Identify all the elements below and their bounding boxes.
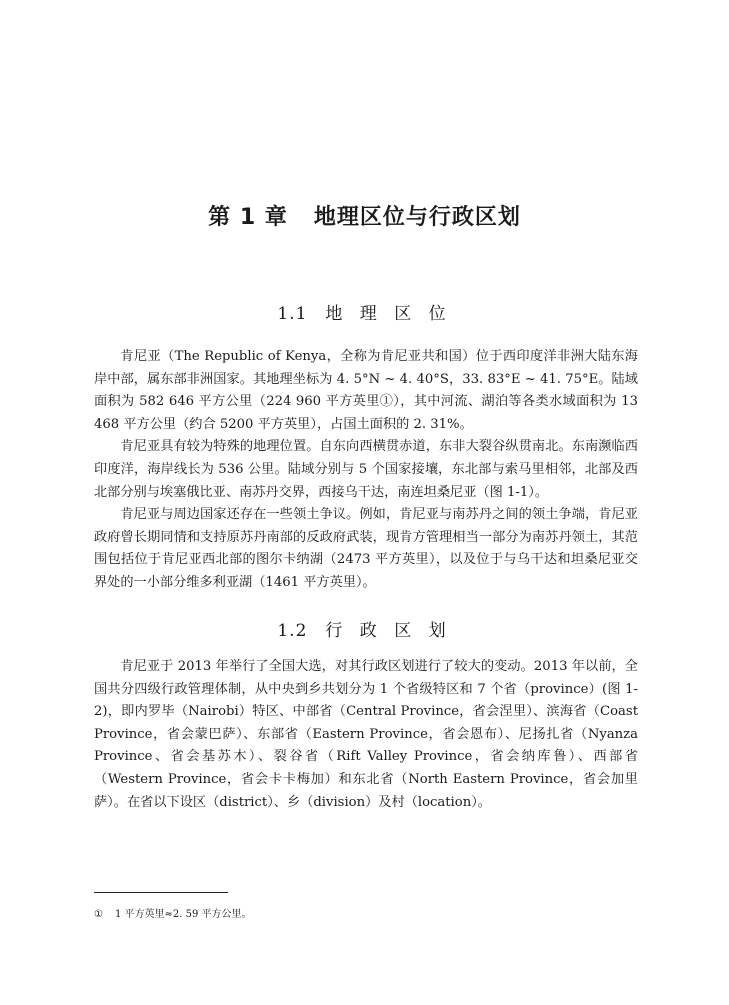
paragraph: 肯尼亚具有较为特殊的地理位置。自东向西横贯赤道，东非大裂谷纵贯南北。东南濒临西印度洋，海岸线长为 536 公里。陆域分别与 5 个国家接壤，东北部与索马里相邻，北部及西北部分别与埃塞俄比亚、南苏丹交界，西接乌干达，南连坦桑尼亚（图 1-1）。 — [94, 439, 638, 500]
chapter-number: 第 1 章 — [208, 205, 288, 230]
paragraph: 肯尼亚（The Republic of Kenya，全称为肯尼亚共和国）位于西印度洋非洲大陆东海岸中部，属东部非洲国家。其地理坐标为 4. 5°N ~ 4. 40°S，33. 83°E ~ 41. 75°E。陆域面积为 582 646 平方公里（224 960 平方英里①），其中河流、湖泊等各类水域面积为 13 468 平方公里（约合 5200 平方英里），占国土面积的 2. 31%。 — [94, 349, 638, 432]
section-heading-1-1 — [0, 299, 729, 324]
section-number: 1.1 — [277, 304, 308, 324]
paragraph: 肯尼亚于 2013 年举行了全国大选，对其行政区划进行了较大的变动。2013 年以前，全国共分四级行政管理体制，从中央到乡共划分为 1 个省级特区和 7 个省（province）(图 1-2)，即内罗毕（Nairobi）特区、中部省（Central Province，省会涅里）、滨海省（Coast Province，省会蒙巴萨）、东部省（Eastern Province，省会恩布）、尼扬扎省（Nyanza Province、省会基苏木）、裂谷省（Rift Valley Province，省会纳库鲁）、西部省（Western Province，省会卡卡梅加）和东北省（North Eastern Province，省会加里萨）。在省以下设区（district）、乡（division）及村（location）。 — [94, 659, 638, 810]
section-1-2-body — [94, 656, 638, 814]
paragraph: 肯尼亚与周边国家还存在一些领土争议。例如，肯尼亚与南苏丹之间的领土争端，肯尼亚政府曾长期同情和支持原苏丹南部的反政府武装，现肯方管理相当一部分为南苏丹领土，其范围包括位于肯尼亚西北部的图尔卡纳湖（2473 平方英里），以及位于与乌干达和坦桑尼亚交界处的一小部分维多利亚湖（1461 平方英里）。 — [94, 507, 638, 590]
footnote-divider — [94, 892, 228, 893]
footnote-text: 1 平方英里≈2. 59 平方公里。 — [114, 909, 252, 920]
section-title: 行 政 区 划 — [325, 621, 452, 641]
section-1-1-body — [94, 346, 638, 595]
section-number: 1.2 — [277, 621, 308, 641]
section-title: 地 理 区 位 — [325, 304, 452, 324]
chapter-heading — [0, 200, 729, 231]
footnote — [94, 905, 252, 920]
section-heading-1-2 — [0, 616, 729, 641]
chapter-title: 地理区位与行政区划 — [313, 205, 521, 230]
footnote-mark: ① — [94, 909, 103, 920]
